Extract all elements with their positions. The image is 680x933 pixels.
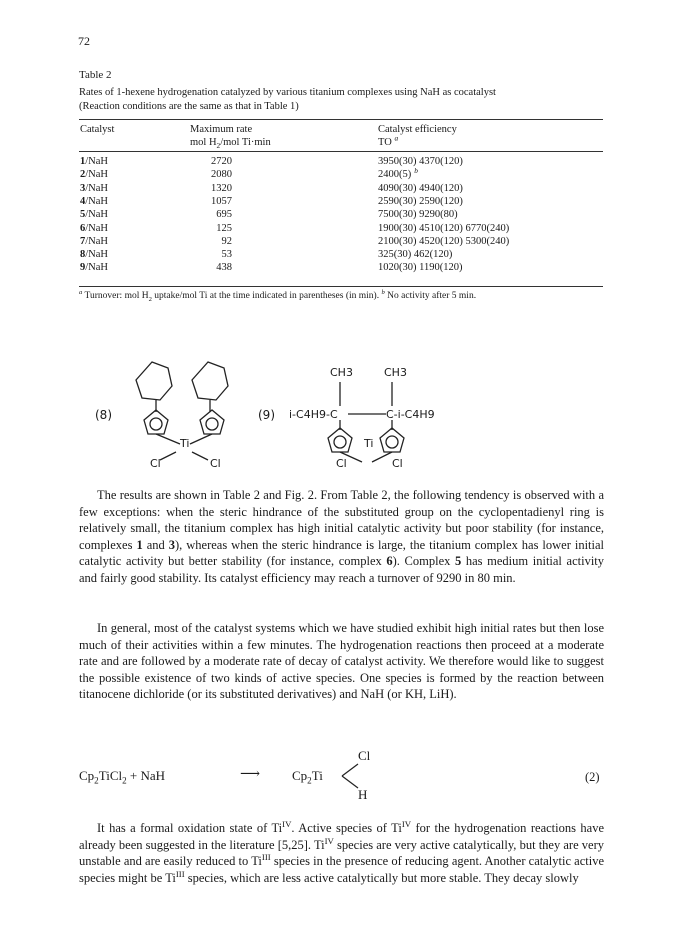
cell-catalyst-number: 4: [80, 195, 86, 207]
p2-text: In general, most of the catalyst systems which we have studied exhibit high initial rates but then lose much of their activities within a few minutes. The hydrogenation reactions then proceed at a moderate rate and are followed by a moderate rate of decay of catalyst activity. We therefore would like to suggest the possible existence of two kinds of active species. One species is formed by the reaction between titanocene dichloride (or its substituted derivatives) and NaH (or KH, LiH).: [79, 621, 604, 702]
cell-max-rate: 2080: [211, 169, 232, 181]
equation-arrow: ⟶: [240, 767, 261, 782]
structure-9-isobutyl-left: i-C4H9-C: [289, 408, 338, 421]
eq-plus-nah: + NaH: [129, 768, 166, 783]
cell-efficiency-value: 2590(30) 2590(120): [378, 195, 463, 207]
cell-efficiency-value: 2400(5): [378, 169, 412, 181]
table-footnote: [79, 290, 604, 303]
cyclohexyl-ring-right: [192, 362, 228, 400]
p3-b: . Active species of Ti: [291, 821, 402, 835]
cell-catalyst: [80, 223, 108, 234]
equation-left: [79, 768, 165, 784]
p1-mid: ), whereas when the steric hindrance is large, the titanium complex has lower initial catalytic activity but better stability (for instance, complex: [79, 537, 605, 569]
cell-max-rate: 2720: [211, 156, 232, 167]
cell-catalyst-suffix: /NaH: [85, 209, 108, 221]
table-row: [0, 223, 680, 236]
cell-catalyst-number: 6: [80, 222, 86, 234]
cell-efficiency-value: 3950(30) 4370(120): [378, 156, 463, 167]
structure-8-ti: Ti: [180, 437, 190, 450]
cell-catalyst: [80, 249, 108, 260]
cell-catalyst-suffix: /NaH: [85, 235, 108, 247]
p1-mid2: ). Complex: [392, 554, 451, 569]
cell-efficiency: [378, 262, 462, 273]
cell-max-rate: 1057: [211, 195, 232, 207]
eq-cp-right-sub: 2: [307, 775, 312, 786]
table-row: [0, 262, 680, 275]
structure-8-cl-left: Cl: [150, 457, 161, 470]
table-header-rule: [79, 151, 603, 152]
cell-efficiency: [378, 223, 509, 234]
cell-catalyst: [80, 156, 108, 167]
cell-efficiency: [378, 156, 463, 167]
structure-9-isobutyl-right: C-i-C4H9: [386, 408, 435, 421]
table-caption-line2: (Reaction conditions are the same as that in Table 1): [79, 101, 299, 112]
cell-catalyst: [80, 169, 108, 180]
table-caption: [79, 86, 619, 114]
table-row: [0, 156, 680, 169]
cell-catalyst-number: 8: [80, 249, 86, 261]
header-eff-sup: a: [394, 133, 399, 143]
eq-cp-right: Cp: [292, 768, 308, 783]
header-rate-unit-b: /mol Ti·min: [220, 137, 271, 148]
cell-efficiency: [378, 236, 509, 247]
p1-complex-5: 5: [455, 554, 462, 569]
cell-catalyst-suffix: /NaH: [85, 262, 108, 274]
structure-9-ti: Ti: [364, 437, 374, 450]
cell-catalyst-number: 7: [80, 235, 86, 247]
page-number: 72: [78, 34, 90, 48]
eq-cp-left: Cp: [79, 768, 95, 783]
table-top-rule: [79, 119, 603, 120]
table-title: Table 2: [79, 69, 112, 81]
cell-efficiency: [378, 196, 463, 207]
table-row: [0, 249, 680, 262]
cell-efficiency-footnote-mark: b: [414, 165, 418, 175]
cell-catalyst-number: 1: [80, 156, 86, 167]
cell-catalyst: [80, 196, 108, 207]
cell-catalyst-number: 2: [80, 169, 86, 181]
structure-8-cl-right: Cl: [210, 457, 221, 470]
structure-9-methyl-left: CH3: [330, 366, 353, 379]
cyclohexyl-ring-left: [136, 362, 172, 400]
p3-f: species, which are less active catalytically but more stable. They decay slowly: [187, 870, 579, 885]
header-rate-line1: Maximum rate: [190, 124, 253, 135]
cell-catalyst-number: 5: [80, 209, 86, 221]
p3-sup5: III: [175, 868, 185, 879]
table-row: [0, 209, 680, 222]
cell-efficiency-value: 4090(30) 4940(120): [378, 182, 463, 194]
footnote-a-text2: uptake/mol Ti at the time indicated in parentheses (in min).: [154, 291, 380, 301]
p1-complex-1: 1: [136, 537, 143, 552]
structure-9-label: (9): [258, 408, 275, 422]
cell-efficiency-value: 7500(30) 9290(80): [378, 209, 458, 221]
cell-catalyst: [80, 209, 108, 220]
cell-catalyst-suffix: /NaH: [85, 222, 108, 234]
paragraph-general: [79, 620, 604, 703]
eq-ticl-sub: 2: [122, 775, 127, 786]
table-row: [0, 165, 680, 182]
footnote-a-text1: Turnover: mol H: [84, 291, 149, 301]
table-row: [0, 183, 680, 196]
cell-catalyst-number: 3: [80, 182, 86, 194]
cell-catalyst-suffix: /NaH: [85, 195, 108, 207]
equation-right: [292, 768, 323, 784]
cell-max-rate: 53: [221, 249, 232, 261]
cell-catalyst-suffix: /NaH: [85, 249, 108, 261]
structure-9-cl-left: Cl: [336, 457, 347, 470]
cell-efficiency: [378, 165, 418, 181]
cell-catalyst: [80, 236, 108, 247]
cell-catalyst: [80, 262, 108, 273]
header-rate: [190, 123, 271, 149]
cell-catalyst-suffix: /NaH: [85, 182, 108, 194]
cell-catalyst-suffix: /NaH: [85, 156, 108, 167]
equation-h: H: [358, 787, 368, 802]
cell-efficiency-value: 1900(30) 4510(120) 6770(240): [378, 222, 510, 234]
cell-efficiency-value: 325(30) 462(120): [378, 249, 453, 261]
p1-text: The results are shown in Table 2 and Fig. 2. From Table 2, the following tendency is observed with a few exceptions: when the steric hindrance of the substituted group on the cyclopentadienyl ring is relatively small, the titanium complex has high initial catalytic activity but poor stability (for instance, complexes: [79, 488, 604, 552]
footnote-a-sub: 2: [148, 295, 152, 303]
cell-efficiency-value: 1020(30) 1190(120): [378, 262, 463, 274]
table-row: [0, 196, 680, 209]
header-catalyst: Catalyst: [80, 124, 115, 135]
p3-sup1: IV: [282, 818, 292, 829]
eq-cp-left-sub: 2: [94, 775, 99, 786]
cell-catalyst: [80, 183, 108, 194]
cell-max-rate: 695: [216, 209, 232, 221]
p1-complex-3: 3: [168, 537, 175, 552]
header-eff-to: TO: [378, 137, 392, 148]
cell-efficiency: [378, 183, 463, 194]
cell-efficiency: [378, 249, 452, 260]
paragraph-oxidation: [79, 820, 604, 886]
cell-efficiency: [378, 209, 458, 220]
cell-max-rate: 92: [221, 235, 232, 247]
table-row: [0, 236, 680, 249]
p1-and: and: [146, 537, 165, 552]
p3-sup2: IV: [401, 818, 412, 829]
header-rate-line2: [190, 136, 271, 149]
table-caption-line1: Rates of 1-hexene hydrogenation catalyzed by various titanium complexes using NaH as cocatalyst: [79, 87, 496, 98]
cell-catalyst-number: 9: [80, 262, 86, 274]
p3-sup3: IV: [324, 835, 334, 846]
cell-efficiency-value: 2100(30) 4520(120) 5300(240): [378, 235, 510, 247]
p3-a: It has a formal oxidation state of Ti: [97, 821, 283, 835]
p3-e: species in the presence of reducing agent. Another catalytic active species might be Ti: [79, 854, 605, 885]
header-eff-line2: [378, 133, 457, 149]
cell-max-rate: 438: [216, 262, 232, 274]
table-bottom-rule: [79, 286, 603, 287]
eq-ticl: TiCl: [98, 768, 123, 783]
p3-sup4: III: [261, 852, 271, 863]
cell-max-rate: 125: [216, 222, 232, 234]
p3-c: for the hydrogenation reactions have already been suggested in the literature [5,25]. Ti: [79, 821, 605, 852]
eq-ti-right: Ti: [311, 768, 323, 783]
cell-max-rate: 1320: [211, 182, 232, 194]
paragraph-results: [79, 487, 604, 587]
structure-9-methyl-right: CH3: [384, 366, 407, 379]
header-rate-sub: 2: [216, 141, 221, 151]
p1-complex-6: 6: [386, 554, 393, 569]
cell-catalyst-suffix: /NaH: [85, 169, 108, 181]
structure-8-drawing: [130, 360, 250, 470]
header-efficiency: [378, 123, 457, 149]
equation-cl: Cl: [358, 748, 371, 763]
equation-number: (2): [585, 770, 600, 784]
footnote-a-mark: a: [79, 288, 83, 296]
footnote-b-text: No activity after 5 min.: [387, 291, 477, 301]
p1-end: has medium initial activity and fairly good stability. Its catalyst efficiency may reach a turnover of 9290 in 80 min.: [79, 554, 605, 585]
header-rate-unit-a: mol H: [190, 137, 217, 148]
footnote-b-mark: b: [381, 288, 385, 296]
p3-d: species are very active catalytically, but they are very unstable and are easily reduced to Ti: [79, 837, 604, 869]
structure-9-cl-right: Cl: [392, 457, 403, 470]
header-eff-line1: Catalyst efficiency: [378, 124, 457, 135]
structure-8-label: (8): [95, 408, 112, 422]
